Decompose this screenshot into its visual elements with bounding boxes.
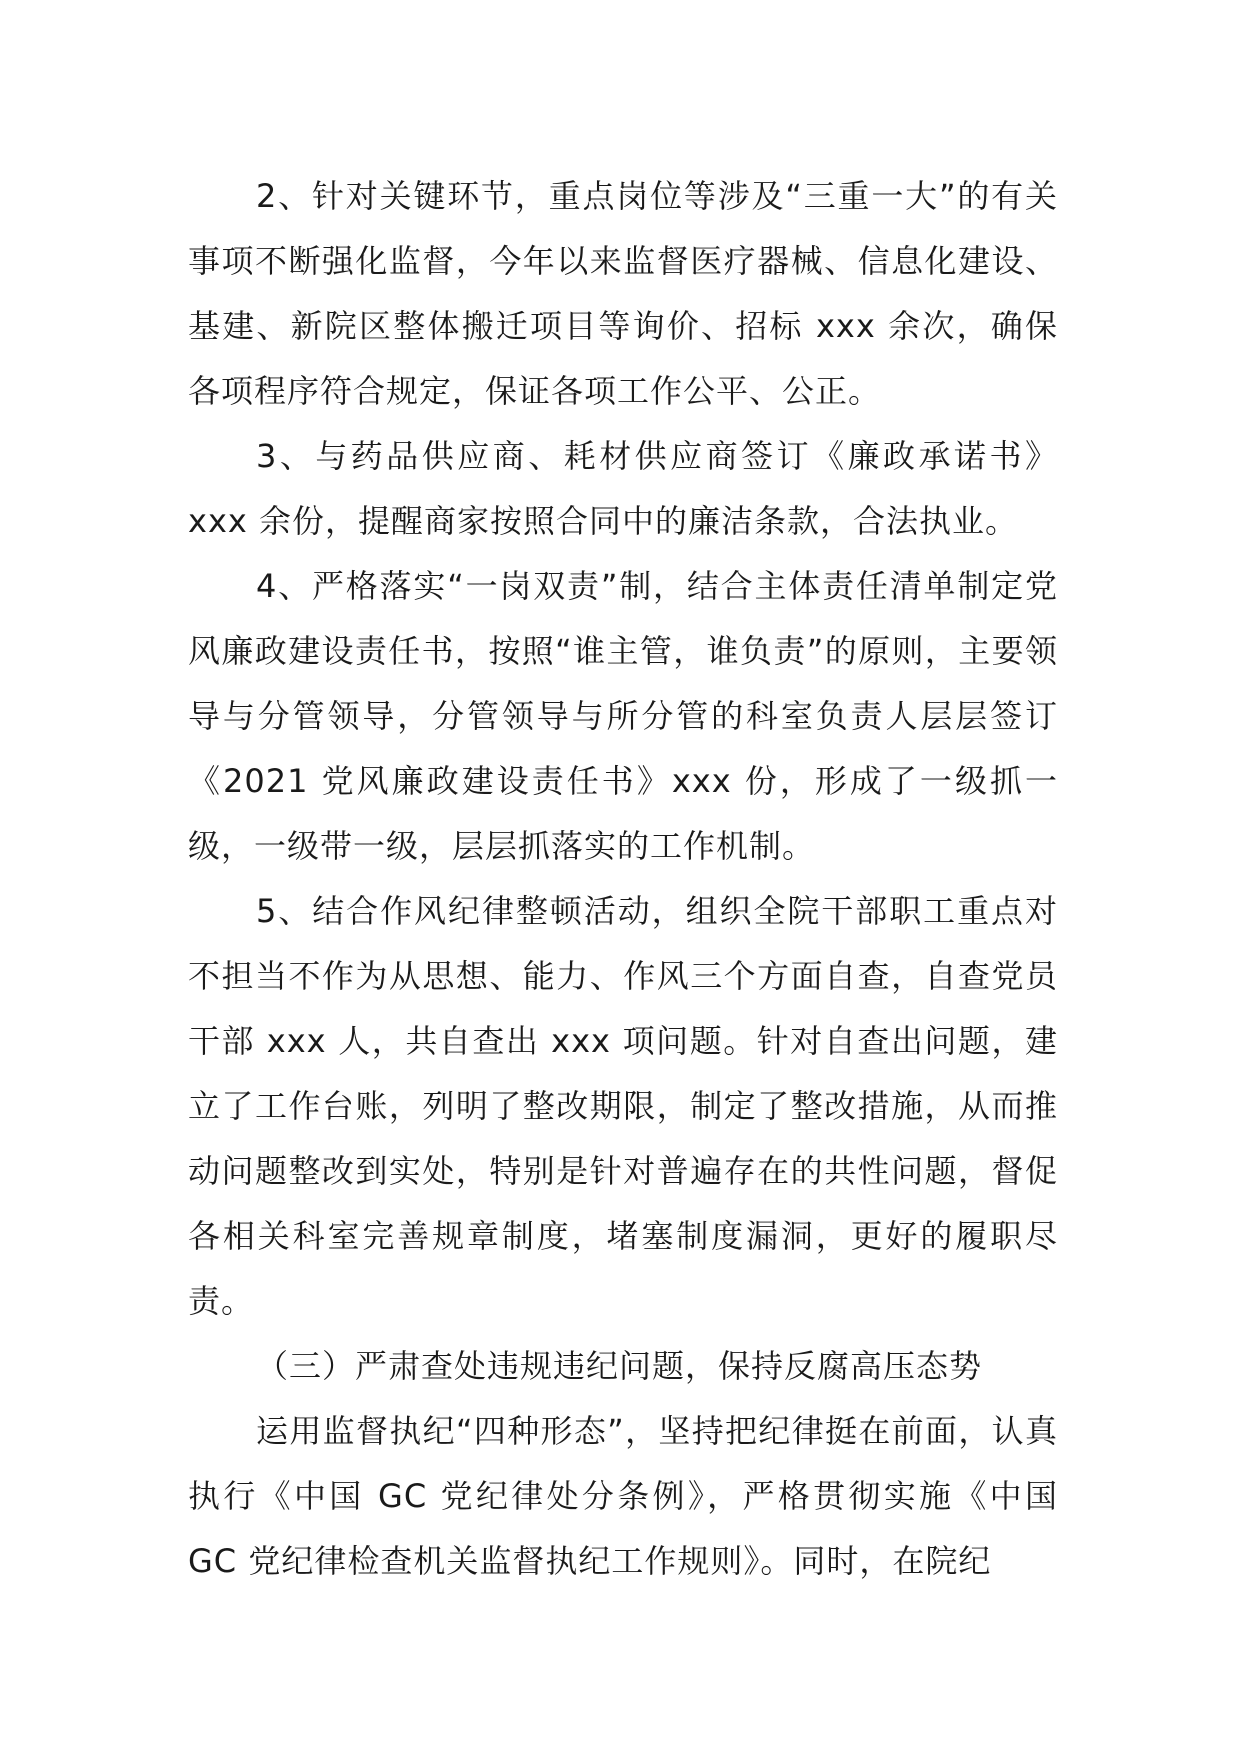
document-body xyxy=(188,164,1058,1594)
paragraph-item-3: 3、与药品供应商、耗材供应商签订《廉政承诺书》xxx 余份，提醒商家按照合同中的廉洁条款，合法执业。 xyxy=(188,437,1058,540)
paragraph-four-forms: 运用监督执纪“四种形态”，坚持把纪律挺在前面，认真执行《中国 GC 党纪律处分条例》，严格贯彻实施《中国 GC 党纪律检查机关监督执纪工作规则》。同时，在院纪 xyxy=(188,1412,1058,1580)
paragraph-item-2: 2、针对关键环节，重点岗位等涉及“三重一大”的有关事项不断强化监督，今年以来监督医疗器械、信息化建设、基建、新院区整体搬迁项目等询价、招标 xxx 余次，确保各项程序符合规定，保证各项工作公平、公正。 xyxy=(188,177,1058,410)
paragraph-item-5: 5、结合作风纪律整顿活动，组织全院干部职工重点对不担当不作为从思想、能力、作风三个方面自查，自查党员干部 xxx 人，共自查出 xxx 项问题。针对自查出问题，建立了工作台账，列明了整改期限，制定了整改措施，从而推动问题整改到实处，特别是针对普遍存在的共性问题，督促各相关科室完善规章制度，堵塞制度漏洞，更好的履职尽责。 xyxy=(188,892,1058,1320)
section-heading-3: （三）严肃查处违规违纪问题，保持反腐高压态势 xyxy=(256,1347,983,1385)
paragraph-item-4: 4、严格落实“一岗双责”制，结合主体责任清单制定党风廉政建设责任书，按照“谁主管，谁负责”的原则，主要领导与分管领导，分管领导与所分管的科室负责人层层签订《2021 党风廉政建设责任书》xxx 份，形成了一级抓一级，一级带一级，层层抓落实的工作机制。 xyxy=(188,567,1058,865)
